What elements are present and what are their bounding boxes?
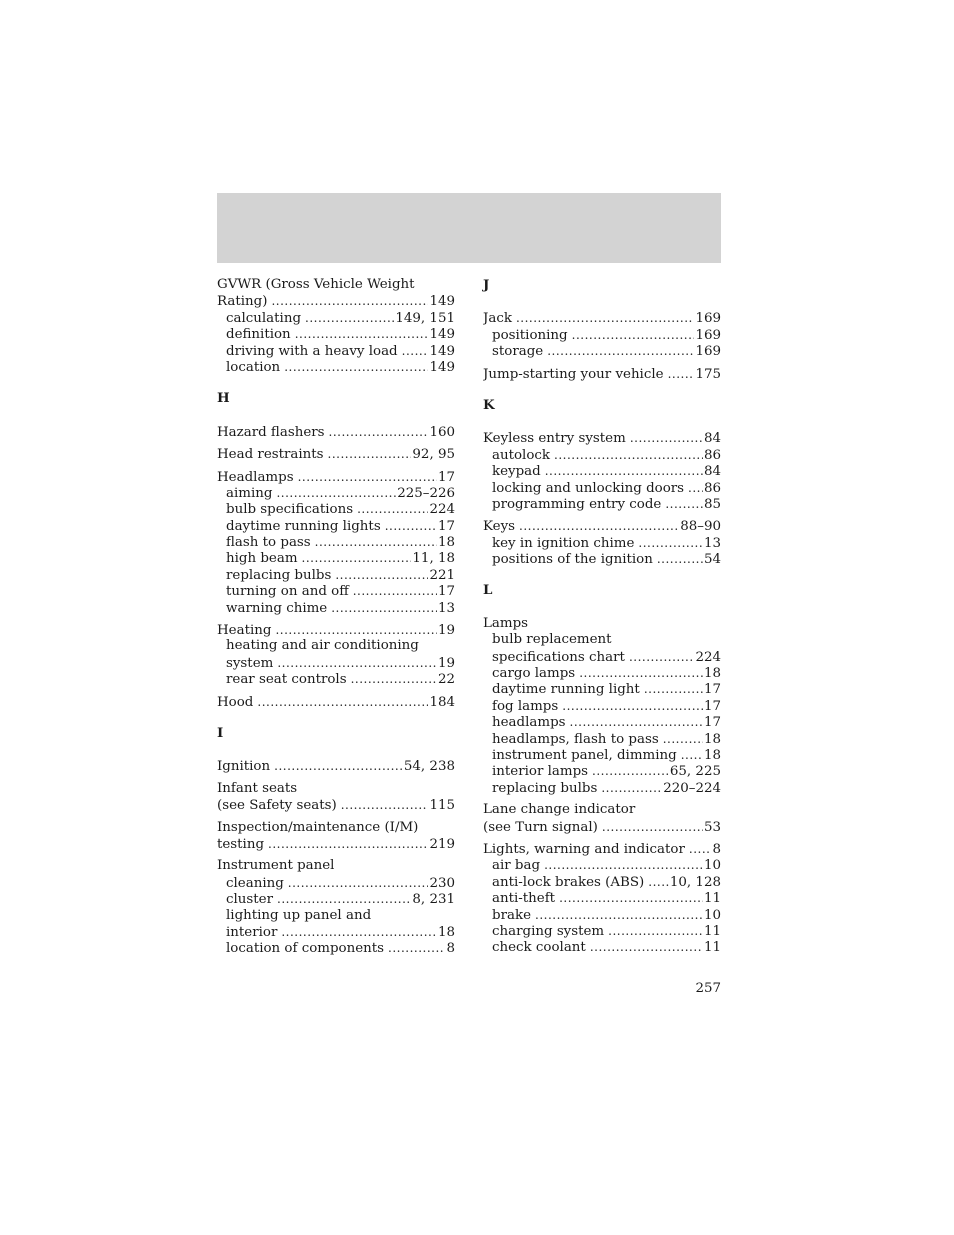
dot-leader: [688, 480, 703, 496]
page-reference: 224: [695, 649, 721, 665]
entry-text: charging system: [492, 923, 605, 939]
index-entry: [217, 277, 455, 375]
entry-text: headlamps: [492, 715, 566, 731]
entry-text: lighting up panel and: [226, 907, 372, 923]
index-entry: [217, 781, 455, 814]
index-entry-line: [483, 518, 721, 534]
entry-text: cargo lamps: [492, 666, 576, 682]
index-subentry-line: [217, 908, 455, 924]
index-subentry-line: [217, 310, 455, 326]
page-reference: 10: [703, 858, 721, 874]
page-reference: 19: [437, 655, 455, 671]
entry-text: Head restraints: [217, 447, 324, 463]
entry-text: bulb replacement: [492, 632, 612, 648]
index-entry: [483, 366, 721, 382]
page-reference: 10, 128: [669, 874, 721, 890]
index-subentry-line: [217, 924, 455, 940]
entry-text: fog lamps: [492, 698, 559, 714]
dot-leader: [298, 469, 437, 485]
page-reference: 11: [703, 940, 721, 956]
entry-text: aiming: [226, 485, 273, 501]
index-subentry-line: [483, 681, 721, 697]
index-subentry-line: [483, 535, 721, 551]
entry-text: flash to pass: [226, 535, 311, 551]
index-subentry-line: [483, 665, 721, 681]
entry-text: Lane change indicator: [483, 802, 636, 818]
page-reference: 19: [437, 623, 455, 639]
page-reference: 85: [703, 496, 721, 512]
entry-text: GVWR (Gross Vehicle Weight: [217, 277, 415, 292]
page-reference: 10: [703, 907, 721, 923]
page-reference: 13: [703, 535, 721, 551]
dot-leader: [668, 366, 695, 382]
page-reference: 86: [703, 447, 721, 463]
index-subentry-line: [483, 780, 721, 796]
entry-text: definition: [226, 327, 291, 343]
page-reference: 17: [437, 584, 455, 600]
page-reference: 17: [703, 715, 721, 731]
section-letter: I: [217, 724, 224, 741]
index-subentry-line: [217, 875, 455, 891]
dot-leader: [357, 501, 428, 517]
index-subentry-line: [483, 747, 721, 763]
entry-text: Keys: [483, 519, 516, 535]
page-reference: 17: [437, 469, 455, 485]
dot-leader: [629, 649, 695, 665]
entry-text: daytime running lights: [226, 518, 381, 534]
index-entry-line: [483, 366, 721, 382]
page-reference: 18: [703, 731, 721, 747]
page-reference: 84: [703, 464, 721, 480]
index-subentry-line: [483, 890, 721, 906]
dot-leader: [638, 535, 703, 551]
entry-text: keypad: [492, 464, 541, 480]
dot-leader: [315, 534, 437, 550]
page-reference: 8: [712, 841, 721, 857]
page-reference: 65, 225: [669, 764, 721, 780]
dot-leader: [329, 424, 429, 440]
index-subentry-line: [483, 343, 721, 359]
section-letter: J: [483, 277, 490, 293]
index-subentry-line: [483, 649, 721, 665]
dot-leader: [402, 343, 429, 359]
dot-leader: [331, 600, 437, 616]
dot-leader: [545, 463, 703, 479]
page-reference: 22: [437, 672, 455, 688]
index-column-right: [483, 277, 721, 956]
index-subentry-line: [217, 940, 455, 956]
entry-text: Keyless entry system: [483, 431, 626, 447]
entry-text: replacing bulbs: [492, 780, 598, 796]
page-reference: 54, 238: [403, 759, 455, 775]
index-subentry-line: [483, 857, 721, 873]
index-column-left: [217, 277, 455, 957]
index-entry: [483, 841, 721, 956]
index-subentry-line: [217, 891, 455, 907]
index-subentry-line: [483, 480, 721, 496]
page-reference: 53: [703, 819, 721, 835]
index-subentry-line: [483, 731, 721, 747]
entry-text: location of components: [226, 941, 385, 957]
index-subentry-line: [217, 638, 455, 654]
dot-leader: [630, 430, 703, 446]
index-entry: [483, 310, 721, 359]
entry-text: (see Turn signal): [483, 819, 598, 835]
index-entry-line: [217, 469, 455, 485]
dot-leader: [559, 890, 703, 906]
entry-text: Hazard flashers: [217, 424, 325, 440]
dot-leader: [257, 694, 428, 710]
index-entry-line: [483, 819, 721, 835]
index-entry-line: [483, 841, 721, 857]
page-reference: 18: [703, 666, 721, 682]
entry-text: heating and air conditioning: [226, 638, 419, 654]
entry-text: Instrument panel: [217, 858, 335, 874]
index-entry: [483, 518, 721, 567]
index-entry-line: [217, 446, 455, 462]
index-subentry-line: [483, 714, 721, 730]
dot-leader: [353, 583, 437, 599]
entry-text: headlamps, flash to pass: [492, 731, 659, 747]
page-reference: 175: [695, 366, 721, 382]
page-reference: 11: [703, 923, 721, 939]
entry-text: storage: [492, 344, 544, 360]
index-entry-line: [217, 820, 455, 836]
index-entry-line: [217, 758, 455, 774]
entry-text: Jack: [483, 311, 512, 327]
index-subentry-line: [483, 698, 721, 714]
dot-leader: [519, 518, 679, 534]
index-entry: [217, 858, 455, 956]
dot-leader: [277, 655, 437, 671]
entry-text: Inspection/maintenance (I/M): [217, 819, 419, 835]
index-subentry-line: [483, 447, 721, 463]
index-subentry-line: [483, 939, 721, 955]
entry-text: bulb specifications: [226, 502, 354, 518]
dot-leader: [657, 551, 703, 567]
page-reference: 13: [437, 600, 455, 616]
section-letter: K: [483, 396, 495, 413]
dot-leader: [284, 359, 428, 375]
dot-leader: [274, 758, 403, 774]
index-subentry-line: [217, 501, 455, 517]
entry-text: check coolant: [492, 940, 586, 956]
index-subentry-line: [483, 551, 721, 567]
entry-text: interior lamps: [492, 764, 589, 780]
entry-text: locking and unlocking doors: [492, 480, 685, 496]
entry-text: interior: [226, 924, 278, 940]
dot-leader: [590, 939, 703, 955]
page-reference: 86: [703, 480, 721, 496]
entry-text: rear seat controls: [226, 672, 347, 688]
index-entry: [217, 820, 455, 853]
entry-text: calculating: [226, 310, 302, 326]
dot-leader: [385, 518, 437, 534]
page-reference: 184: [429, 694, 455, 710]
entry-text: Jump-starting your vehicle: [483, 366, 664, 382]
index-subentry-line: [483, 923, 721, 939]
dot-leader: [547, 343, 694, 359]
index-entry-line: [217, 836, 455, 852]
dot-leader: [681, 747, 703, 763]
page-reference: 18: [703, 747, 721, 763]
dot-leader: [388, 940, 445, 956]
index-subentry-line: [217, 534, 455, 550]
entry-text: positioning: [492, 327, 568, 343]
index-subentry-line: [483, 907, 721, 923]
index-subentry-line: [483, 874, 721, 890]
dot-leader: [271, 293, 428, 309]
entry-text: replacing bulbs: [226, 567, 332, 583]
page-reference: 54: [703, 552, 721, 568]
entry-text: autolock: [492, 447, 551, 463]
page-reference: 219: [429, 836, 455, 852]
dot-leader: [516, 310, 694, 326]
dot-leader: [544, 857, 703, 873]
index-entry-line: [217, 622, 455, 638]
entry-text: programming entry code: [492, 496, 662, 512]
page-reference: 149: [429, 343, 455, 359]
index-entry: [483, 802, 721, 835]
index-subentry-line: [217, 518, 455, 534]
index-subentry-line: [217, 567, 455, 583]
entry-text: Infant seats: [217, 780, 298, 796]
dot-leader: [608, 923, 703, 939]
page-reference: 149, 151: [395, 310, 455, 326]
index-subentry-line: [217, 671, 455, 687]
entry-text: Lights, warning and indicator: [483, 841, 685, 857]
dot-leader: [665, 496, 703, 512]
index-entry: [217, 446, 455, 462]
entry-text: Lamps: [483, 615, 529, 631]
page-reference: 18: [437, 535, 455, 551]
page-reference: 149: [429, 327, 455, 343]
page-reference: 88–90: [680, 519, 721, 535]
dot-leader: [572, 327, 695, 343]
page-reference: 160: [429, 424, 455, 440]
page-reference: 169: [695, 311, 721, 327]
dot-leader: [305, 310, 394, 326]
page-reference: 17: [703, 698, 721, 714]
dot-leader: [328, 446, 412, 462]
entry-text: location: [226, 359, 281, 375]
dot-leader: [535, 907, 703, 923]
entry-text: turning on and off: [226, 584, 349, 600]
page-reference: 8, 231: [412, 892, 455, 908]
entry-text: driving with a heavy load: [226, 343, 398, 359]
dot-leader: [268, 836, 428, 852]
page-reference: 115: [429, 798, 455, 814]
page-reference: 221: [429, 567, 455, 583]
index-entry-line: [217, 293, 455, 309]
index-entry-line: [483, 802, 721, 818]
dot-leader: [592, 763, 669, 779]
index-entry: [217, 758, 455, 774]
index-subentry-line: [217, 359, 455, 375]
index-subentry-line: [217, 326, 455, 342]
entry-text: specifications chart: [492, 649, 625, 665]
dot-leader: [601, 780, 662, 796]
dot-leader: [648, 874, 669, 890]
index-subentry-line: [217, 485, 455, 501]
page-reference: 11: [703, 891, 721, 907]
entry-text: key in ignition chime: [492, 535, 635, 551]
header-band: [217, 193, 721, 263]
entry-text: high beam: [226, 551, 298, 567]
entry-text: warning chime: [226, 600, 328, 616]
index-entry-line: [483, 430, 721, 446]
dot-leader: [554, 447, 703, 463]
page-reference: 225–226: [397, 485, 455, 501]
index-subentry-line: [483, 496, 721, 512]
entry-text: cleaning: [226, 875, 284, 891]
dot-leader: [302, 550, 412, 566]
page-reference: 230: [429, 875, 455, 891]
entry-text: Rating): [217, 294, 268, 310]
page-reference: 220–224: [663, 780, 721, 796]
index-subentry-line: [217, 600, 455, 616]
index-entry: [217, 694, 455, 710]
dot-leader: [602, 819, 703, 835]
dot-leader: [562, 698, 703, 714]
entry-text: anti-theft: [492, 891, 556, 907]
page-reference: 169: [695, 327, 721, 343]
index-entry-line: [217, 277, 455, 293]
entry-text: cluster: [226, 892, 273, 908]
entry-text: brake: [492, 907, 531, 923]
dot-leader: [341, 797, 429, 813]
dot-leader: [275, 622, 437, 638]
index-entry-line: [483, 310, 721, 326]
dot-leader: [663, 731, 703, 747]
dot-leader: [351, 671, 437, 687]
index-subentry-line: [217, 655, 455, 671]
section-letter: L: [483, 582, 493, 599]
index-subentry-line: [483, 463, 721, 479]
index-subentry-line: [483, 763, 721, 779]
page-reference: 17: [437, 518, 455, 534]
entry-text: instrument panel, dimming: [492, 747, 677, 763]
entry-text: Headlamps: [217, 469, 294, 485]
page-reference: 18: [437, 924, 455, 940]
page-reference: 224: [429, 502, 455, 518]
index-entry-line: [483, 616, 721, 632]
page-reference: 149: [429, 359, 455, 375]
index-subentry-line: [217, 583, 455, 599]
section-letter: H: [217, 390, 230, 407]
dot-leader: [579, 665, 703, 681]
dot-leader: [277, 891, 411, 907]
dot-leader: [281, 924, 437, 940]
index-subentry-line: [217, 550, 455, 566]
dot-leader: [295, 326, 429, 342]
index-subentry-line: [217, 343, 455, 359]
index-entry: [483, 430, 721, 512]
dot-leader: [288, 875, 429, 891]
index-entry-line: [217, 424, 455, 440]
entry-text: anti-lock brakes (ABS): [492, 874, 645, 890]
page-reference: 92, 95: [412, 447, 455, 463]
index-entry: [217, 622, 455, 688]
index-entry: [217, 469, 455, 617]
dot-leader: [689, 841, 712, 857]
index-entry-line: [217, 858, 455, 874]
dot-leader: [570, 714, 703, 730]
index-subentry-line: [483, 327, 721, 343]
entry-text: air bag: [492, 858, 541, 874]
entry-text: Heating: [217, 623, 272, 639]
entry-text: Ignition: [217, 759, 271, 775]
index-entry-line: [217, 694, 455, 710]
page-reference: 17: [703, 682, 721, 698]
index-entry-line: [217, 781, 455, 797]
entry-text: positions of the ignition: [492, 552, 653, 568]
dot-leader: [644, 681, 703, 697]
entry-text: (see Safety seats): [217, 798, 337, 814]
page-reference: 149: [429, 294, 455, 310]
index-entry-line: [217, 797, 455, 813]
index-subentry-line: [483, 632, 721, 648]
entry-text: daytime running light: [492, 682, 640, 698]
entry-text: system: [226, 655, 274, 671]
entry-text: testing: [217, 836, 265, 852]
page-reference: 84: [703, 431, 721, 447]
entry-text: Hood: [217, 694, 254, 710]
index-entry: [217, 424, 455, 440]
page-reference: 169: [695, 344, 721, 360]
dot-leader: [276, 485, 396, 501]
page-reference: 11, 18: [412, 551, 455, 567]
page-number: 257: [695, 981, 721, 996]
page-reference: 8: [446, 941, 455, 957]
index-entry: [483, 616, 721, 796]
dot-leader: [335, 567, 428, 583]
